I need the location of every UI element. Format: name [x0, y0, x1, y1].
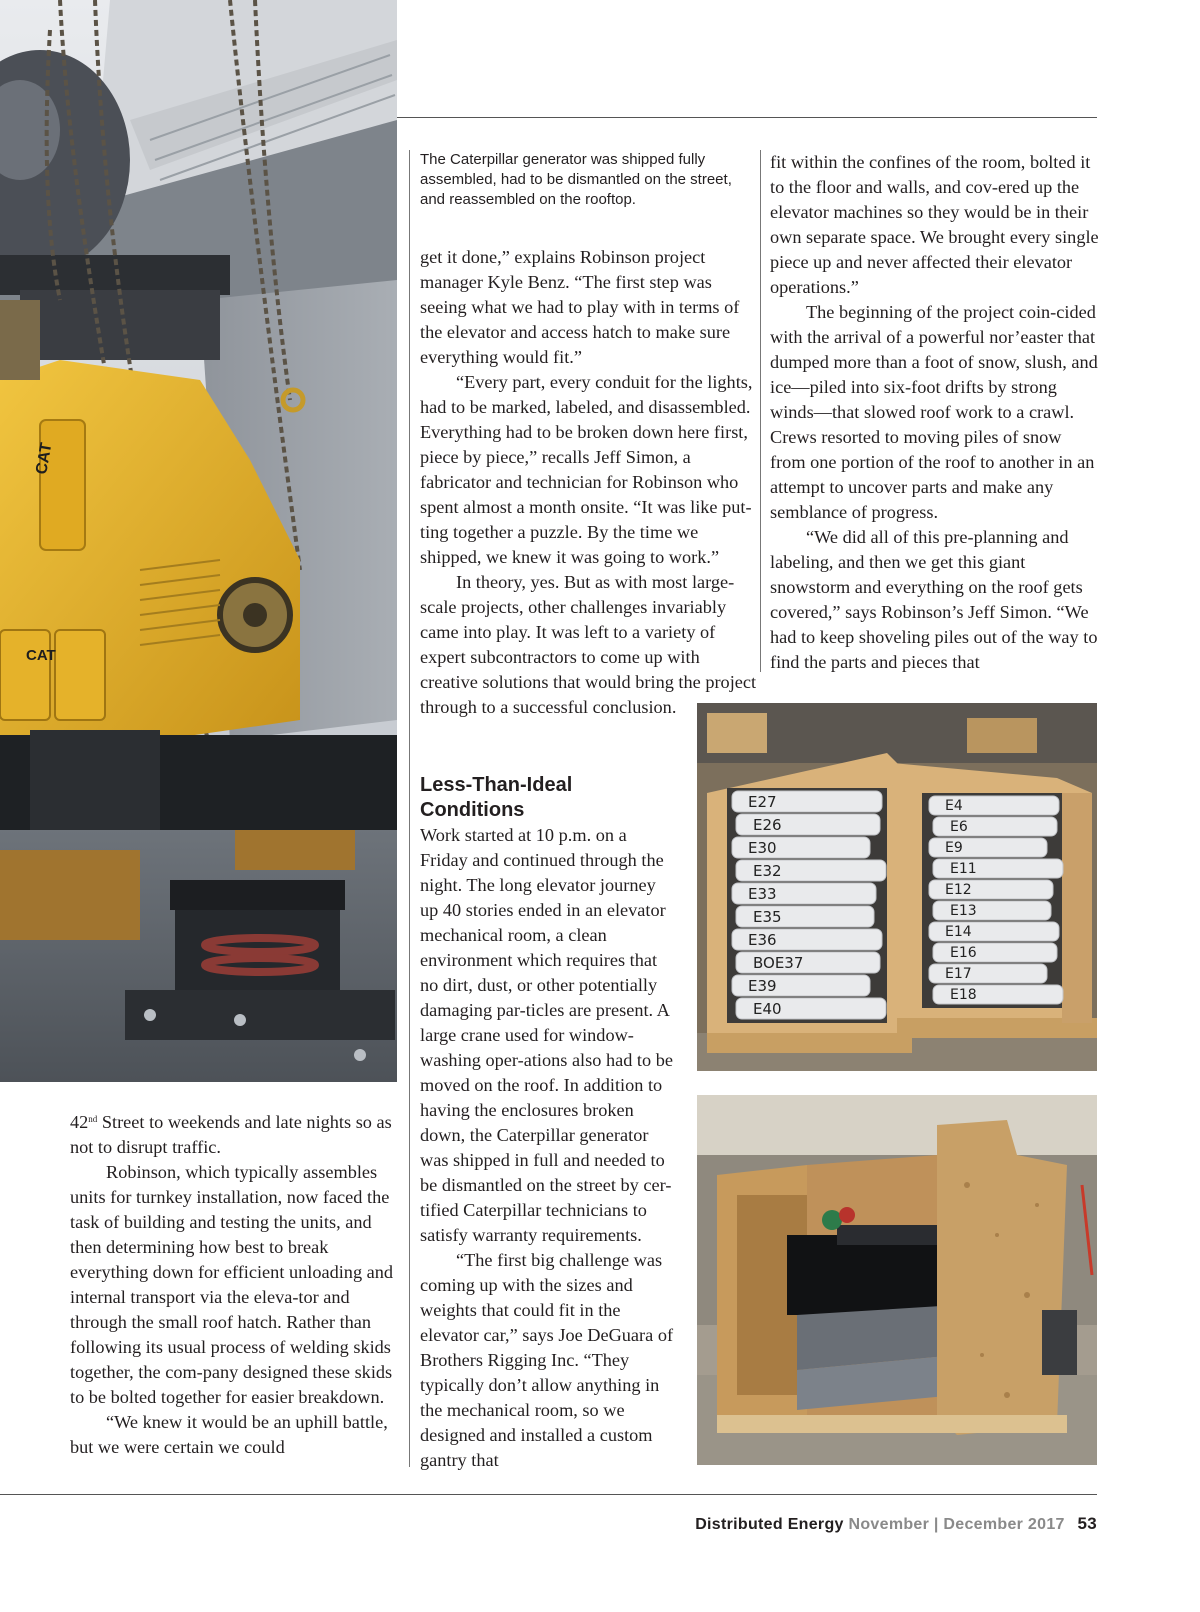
crate-part-label: E40: [753, 1000, 782, 1018]
crate-part-label: E27: [748, 793, 777, 811]
col2-paragraph-3: In theory, yes. But as with most large-scale projects, other challenges invariably came into play. It was left to a variety of expert subcontractors to come up with creative solutions that would bring the project through to a successful conclusion.: [420, 572, 757, 717]
crate-part-label: E33: [748, 885, 777, 903]
labeled-crates-photo: [697, 703, 1097, 1071]
crate-part-label: E16: [950, 945, 977, 961]
col2-paragraph-4: Work started at 10 p.m. on a Friday and continued through the night. The long elevator journey up 40 stories ended in an elevator mechanical room, a clean environment which requires that no dirt, dust, or other potentially damaging par-ticles are present. A large crane used for window-washing oper-ations also had to be moved on the roof. In addition to having the enclosures broken down, the Caterpillar generator was shipped in full and needed to be dismantled on the street by cer-tified Caterpillar technicians to satisfy warranty requirements.: [420, 825, 673, 1245]
magazine-name: Distributed Energy: [695, 1516, 844, 1533]
crate-part-label: E32: [753, 862, 782, 880]
page-number: 53: [1077, 1514, 1097, 1533]
col3-paragraph-3: “We did all of this pre-planning and labeling, and then we get this giant snowstorm and everything on the roof gets covered,” says Robinson’s Jeff Simon. “We had to keep shoveling piles out of the way to find the parts and pieces that: [770, 527, 1098, 672]
section-subhead: Less-Than-Ideal Conditions: [420, 774, 573, 821]
generator-photo: [0, 0, 397, 1082]
bottom-rule: [0, 1494, 1097, 1495]
crate-part-label: E30: [748, 839, 777, 857]
col2-paragraph-2: “Every part, every conduit for the lights, had to be marked, labeled, and disassembled. Everything had to be broken down here first, piece by piece,” recalls Jeff Simon, a fabricator and technician for Robinson who spent almost a month onsite. “It was like put-ting together a puzzle. By the time we shipped, we knew it was going to work.”: [420, 372, 753, 567]
crate-part-label: E35: [753, 908, 782, 926]
crate-part-label: BOE37: [753, 954, 804, 972]
col1-paragraph-1: [70, 1110, 400, 1160]
column-divider-1: [409, 150, 410, 1467]
col3-paragraph-1: fit within the confines of the room, bolted it to the floor and walls, and cov-ered up the elevator machines so they would be in their own separate space. We brought every single piece up and never affected their elevator operations.”: [770, 152, 1099, 297]
col1-paragraph-1-text: Street to weekends and late nights so as not to disrupt traffic.: [70, 1112, 392, 1157]
column-middle-lower: [420, 773, 676, 1473]
crate-part-label: E14: [945, 924, 972, 940]
crate-part-label: E4: [945, 798, 963, 814]
col2-paragraph-1: get it done,” explains Robinson project manager Kyle Benz. “The first step was seeing what we had to play with in terms of the elevator and access hatch to make sure everything would fit.”: [420, 247, 740, 367]
page-footer: [695, 1514, 1097, 1534]
crate-part-label: E12: [945, 882, 972, 898]
col3-paragraph-2: The beginning of the project coin-cided with the arrival of a powerful nor’easter that dumped more than a foot of snow, slush, and ice—piled into six-foot drifts by strong winds—that slowed roof work to a crawl. Crews resorted to moving piles of snow from one portion of the roof to another in an attempt to uncover parts and make any semblance of progress.: [770, 302, 1098, 522]
col1-paragraph-2: Robinson, which typically assembles units for turnkey installation, now faced the task of building and testing the units, and then determining how best to break everything down for efficient unloading and internal transport via the eleva-tor and through the small roof hatch. Rather than following its usual process of welding skids together, the com-pany designed these skids to be bolted together for easier breakdown.: [70, 1162, 394, 1407]
cat-logo-1: CAT: [33, 441, 56, 476]
ordinal-suffix: nd: [88, 1114, 98, 1124]
crate-part-label: E17: [945, 966, 972, 982]
crate-part-label: E39: [748, 977, 777, 995]
crate-part-label: E9: [945, 840, 963, 856]
column-divider-2: [760, 150, 761, 672]
crate-part-label: E26: [753, 816, 782, 834]
top-rule: [397, 117, 1097, 118]
crate-part-label: E6: [950, 819, 968, 835]
crate-part-label: E36: [748, 931, 777, 949]
caption-text: The Caterpillar generator was shipped fully assembled, had to be dismantled on the street, and reassembled on the rooftop.: [420, 151, 732, 208]
crate-part-label: E13: [950, 903, 977, 919]
col1-paragraph-3: “We knew it would be an uphill battle, but we were certain we could: [70, 1412, 388, 1457]
street-number: 42: [70, 1112, 89, 1132]
column-right: [770, 150, 1100, 675]
issue-date: November | December 2017: [848, 1516, 1065, 1533]
column-left: [70, 1110, 400, 1460]
crate-part-label: E11: [950, 861, 977, 877]
column-middle-top: [420, 245, 760, 720]
photo-caption: [420, 150, 750, 210]
cat-logo-2: CAT: [26, 647, 56, 664]
enclosure-crate-photo: [697, 1095, 1097, 1465]
crate-part-label: E18: [950, 987, 977, 1003]
col2-paragraph-5: “The first big challenge was coming up with the sizes and weights that could fit in the elevator car,” says Joe DeGuara of Brothers Rigging Inc. “They typically don’t allow anything in the mechanical room, so we designed and installed a custom gantry that: [420, 1250, 674, 1470]
